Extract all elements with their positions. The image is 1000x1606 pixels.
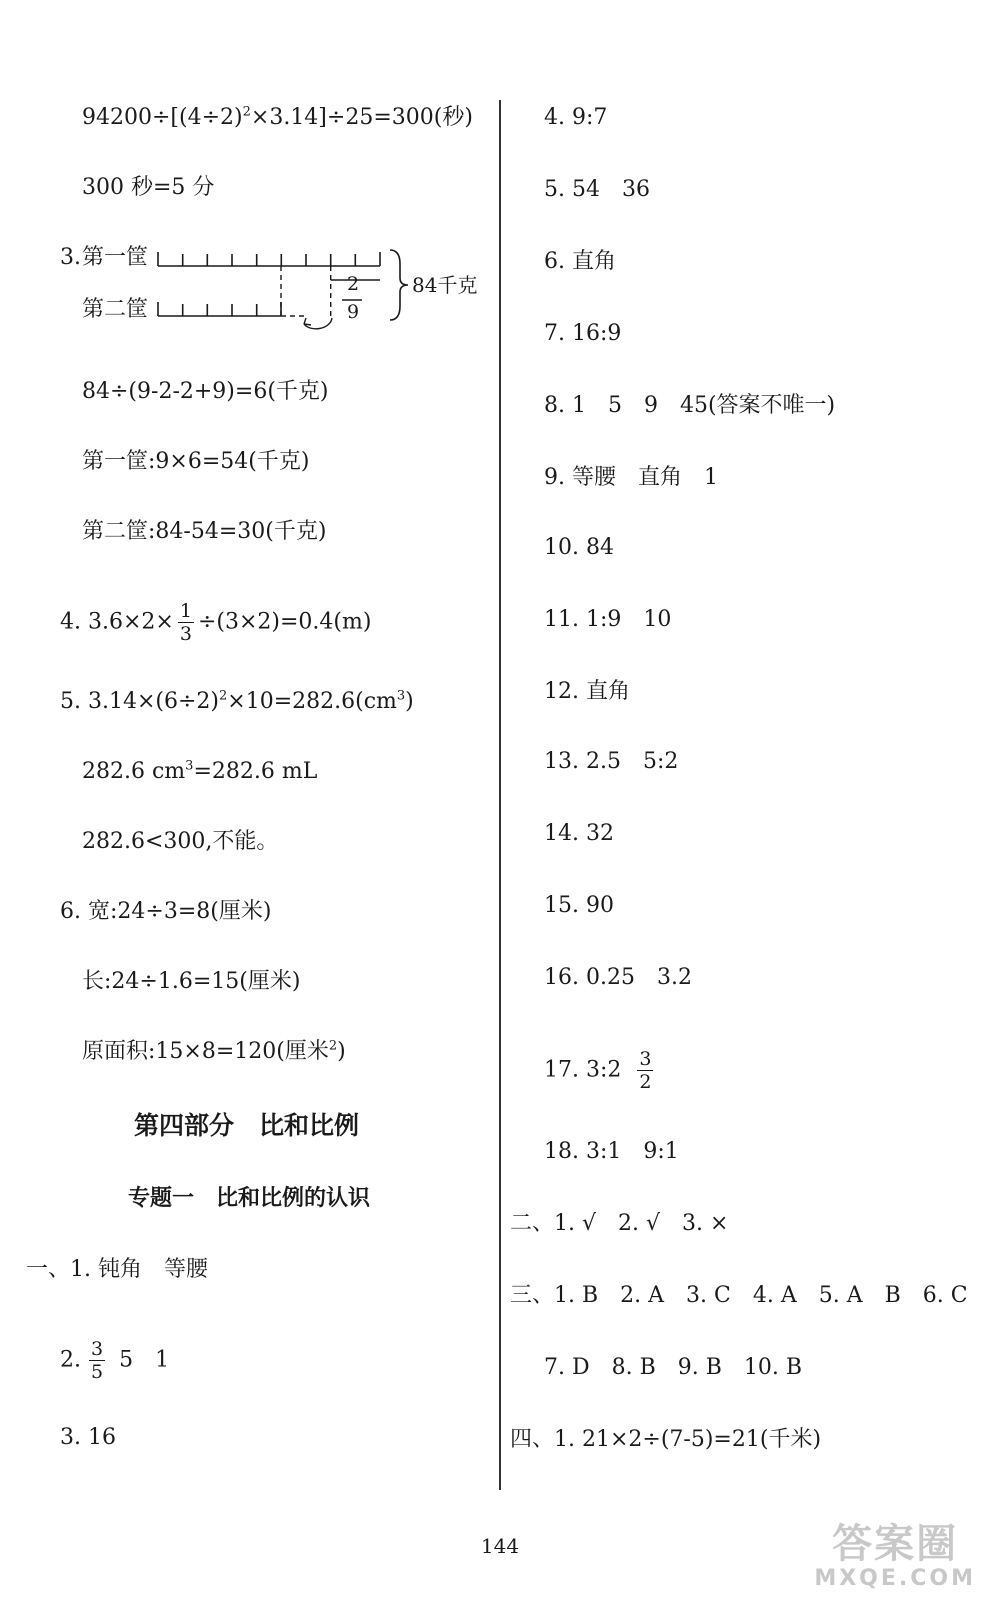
right-line-18: 7. D 8. B 9. B 10. B — [544, 1355, 803, 1380]
left-line-11: 6. 宽:24÷3=8(厘米) — [60, 899, 272, 924]
left-line-9: 282.6 $cm^3=282.6$ mL — [82, 758, 318, 784]
right-line-3: 6. 直角 — [544, 249, 616, 274]
basket-2-bar — [158, 302, 281, 316]
right-line-7: 10. 84 — [544, 535, 614, 560]
left-line-4: 84÷(9-2-2+9)=6(千克) — [82, 379, 329, 404]
basket-1-bar — [158, 252, 380, 266]
right-line-16: 二、1. √ 2. √ 3. × — [510, 1211, 729, 1236]
q3-frac-num: 2 — [347, 273, 360, 295]
right-line-11: 14. 32 — [544, 821, 614, 846]
dashed-guides — [281, 266, 331, 316]
left-line-14: 一、1. 钝角 等腰 — [26, 1257, 208, 1282]
right-line-17: 三、1. B 2. A 3. C 4. A 5. A B 6. C — [510, 1283, 968, 1308]
basket-2-label: 第二筐 — [82, 297, 149, 322]
right-line-19: 四、1. 21×2÷(7-5)=21(千米) — [510, 1427, 822, 1452]
page-number: 144 — [480, 1534, 520, 1558]
fraction-one-third: $\frac{1}{3}$ — [179, 600, 192, 645]
right-line-8: 11. 1:9 10 — [544, 607, 672, 632]
left-line-7: 4. 3.6×2× $\frac{1}{3}$ ÷(3×2)=0.4(m) — [60, 600, 372, 645]
right-line-1: 4. 9:7 — [544, 105, 608, 130]
left-line-15: 2. $\frac{3}{5}$ 5 1 — [60, 1338, 170, 1383]
right-line-5: 8. 1 5 9 45(答案不唯一) — [544, 393, 836, 418]
q3-frac-den: 9 — [347, 301, 360, 323]
q3-label: 3. — [60, 245, 81, 270]
tape-diagram — [60, 238, 490, 338]
basket-1-label: 第一筐 — [82, 245, 149, 270]
left-line-5: 第一筐:9×6=54(千克) — [82, 449, 310, 474]
right-line-15: 18. 3:1 9:1 — [544, 1139, 679, 1164]
right-line-4: 7. 16:9 — [544, 321, 622, 346]
right-line-14: 17. 3:2 $\frac{3}{2}$ — [544, 1048, 652, 1093]
right-line-9: 12. 直角 — [544, 679, 630, 704]
fraction-three-fifths: $\frac{3}{5}$ — [91, 1338, 104, 1383]
right-line-12: 15. 90 — [544, 893, 614, 918]
right-line-10: 13. 2.5 5:2 — [544, 749, 679, 774]
left-line-8: 5. $3.14\times(6\div 2)^2\times 10=282.6(cm^3)$ — [60, 688, 414, 714]
left-line-16: 3. 16 — [60, 1425, 116, 1450]
left-line-13: 原面积:15×8=120(厘米$^2$) — [82, 1038, 346, 1064]
right-line-13: 16. 0.25 3.2 — [544, 965, 692, 990]
left-line-2: 300 秒=5 分 — [82, 175, 215, 200]
watermark-logo: 答案圈 MXQE.COM — [814, 1521, 976, 1591]
left-line-6: 第二筐:84-54=30(千克) — [82, 519, 327, 544]
total-weight-label: 84千克 — [412, 273, 478, 297]
fraction-three-halves: $\frac{3}{2}$ — [639, 1048, 652, 1093]
left-line-10: 282.6<300,不能。 — [82, 829, 279, 854]
right-line-2: 5. 54 36 — [544, 177, 650, 202]
total-brace — [390, 250, 408, 320]
section-heading: 第四部分 比和比例 — [134, 1111, 360, 1140]
left-line-1: $94200\div[(4\div 2)^2\times 3.14]\div 25=300$(秒) — [82, 104, 473, 130]
column-divider — [499, 100, 501, 1490]
left-line-12: 长:24÷1.6=15(厘米) — [82, 969, 301, 994]
topic-heading: 专题一 比和比例的认识 — [128, 1185, 371, 1211]
transfer-arrow — [304, 318, 332, 329]
right-line-6: 9. 等腰 直角 1 — [544, 465, 718, 490]
